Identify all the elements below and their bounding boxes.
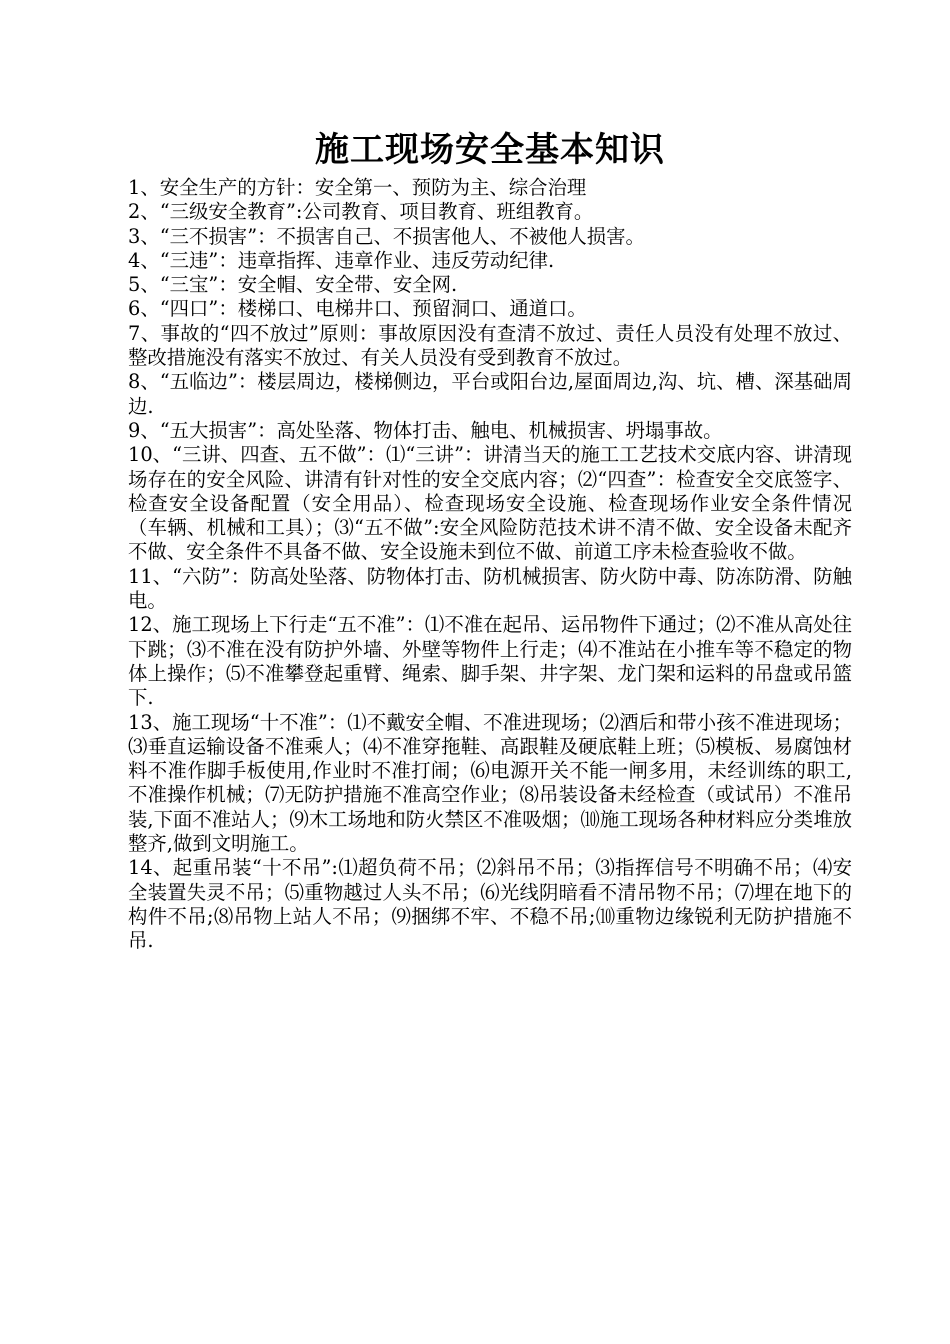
document-page — [128, 124, 852, 954]
list-item: 12、施工现场上下行走“五不准”：⑴不准在起吊、运吊物件下通过；⑵不准从高处往下跳；⑶不准在没有防护外墙、外壁等物件上行走；⑷不准站在小推车等不稳定的物体上操作；⑸不准攀登起重臂、绳索、脚手架、井字架、龙门架和运料的吊盘或吊篮下. — [128, 613, 852, 710]
list-item: 13、施工现场“十不准”：⑴不戴安全帽、不准进现场；⑵酒后和带小孩不准进现场；⑶垂直运输设备不准乘人；⑷不准穿拖鞋、高跟鞋及硬底鞋上班；⑸模板、易腐蚀材料不准作脚手板使用,作业时不准打闹；⑹电源开关不能一闸多用，未经训练的职工,不准操作机械；⑺无防护措施不准高空作业；⑻吊装设备未经检查（或试吊）不准吊装,下面不准站人；⑼木工场地和防火禁区不准吸烟；⑽施工现场各种材料应分类堆放整齐,做到文明施工。 — [128, 710, 852, 856]
list-item: 7、事故的“四不放过”原则：事故原因没有查清不放过、责任人员没有处理不放过、整改措施没有落实不放过、有关人员没有受到教育不放过。 — [128, 321, 852, 370]
list-item: 1、安全生产的方针：安全第一、预防为主、综合治理 — [128, 176, 587, 199]
list-item: 2、“三级安全教育”:公司教育、项目教育、班组教育。 — [128, 200, 594, 224]
list-item: 14、起重吊装“十不吊”:⑴超负荷不吊；⑵斜吊不吊；⑶指挥信号不明确不吊；⑷安全装置失灵不吊；⑸重物越过人头不吊；⑹光线阴暗看不清吊物不吊；⑺埋在地下的构件不吊;⑻吊物上站人不吊；⑼捆绑不牢、不稳不吊;⑽重物边缘锐利无防护措施不吊. — [128, 856, 852, 953]
list-item: 4、“三违”：违章指挥、违章作业、违反劳动纪律. — [128, 248, 555, 272]
list-item: 3、“三不损害”：不损害自己、不损害他人、不被他人损害。 — [128, 224, 645, 248]
knowledge-list — [128, 176, 852, 954]
list-item: 8、“五临边”：楼层周边，楼梯侧边，平台或阳台边,屋面周边,沟、坑、槽、深基础周边. — [128, 370, 852, 418]
list-item: 11、“六防”：防高处坠落、防物体打击、防机械损害、防火防中毒、防冻防滑、防触电。 — [128, 564, 852, 613]
list-item: 6、“四口”：楼梯口、电梯井口、预留洞口、通道口。 — [128, 297, 587, 321]
document-title: 施工现场安全基本知识 — [315, 130, 665, 170]
list-item: 9、“五大损害”：高处坠落、物体打击、触电、机械损害、坍塌事故。 — [128, 418, 723, 442]
list-item: 5、“三宝”：安全帽、安全带、安全网. — [128, 273, 458, 297]
list-item: 10、“三讲、四查、五不做”：⑴“三讲”：讲清当天的施工工艺技术交底内容、讲清现场存在的安全风险、讲清有针对性的安全交底内容；⑵“四查”：检查安全交底签字、检查安全设备配置（安全用品）、检查现场安全设施、检查现场作业安全条件情况（车辆、机械和工具）；⑶“五不做”:安全风险防范技术讲不清不做、安全设备未配齐不做、安全条件不具备不做、安全设施未到位不做、前道工序未检查验收不做。 — [128, 443, 852, 564]
